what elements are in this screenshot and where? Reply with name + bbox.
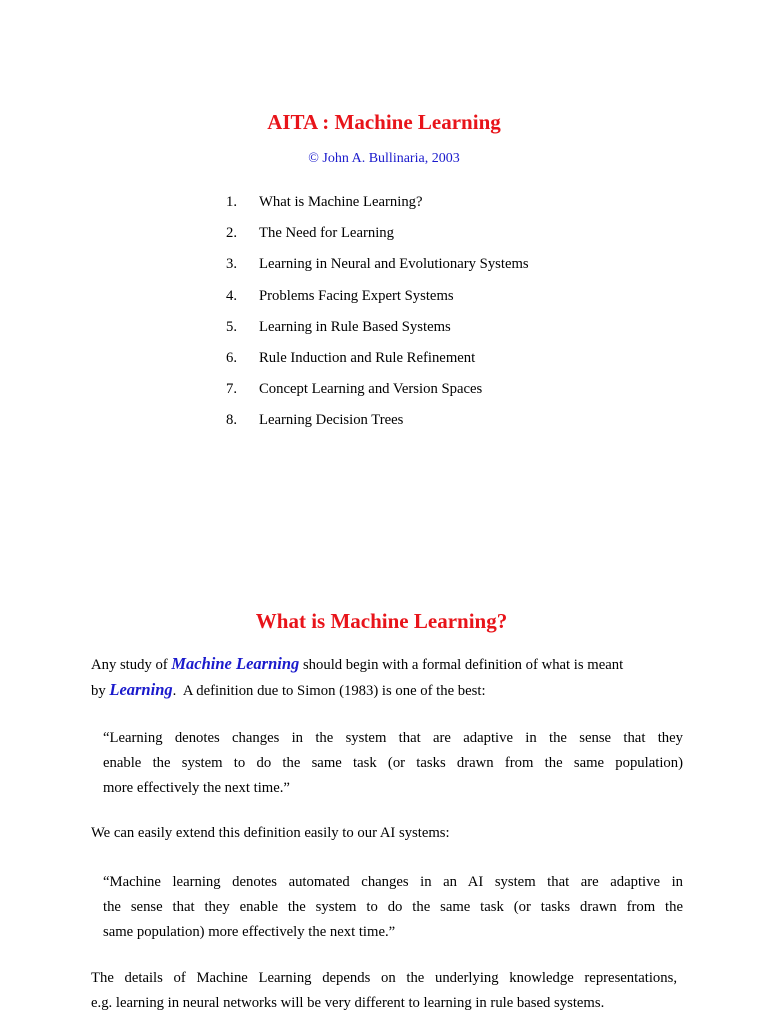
toc-item-number: 1. (226, 194, 238, 210)
toc-item-label: What is Machine Learning? (259, 194, 423, 210)
quote-line: same population) more effectively the next time.” (103, 923, 396, 940)
toc-item-number: 6. (226, 349, 238, 366)
table-of-contents (226, 193, 529, 443)
toc-item-label: Learning in Neural and Evolutionary Systems (259, 256, 529, 273)
toc-item-number: 2. (226, 225, 238, 242)
toc-item-label: Rule Induction and Rule Refinement (259, 349, 476, 366)
toc-item-number: 7. (226, 381, 238, 398)
quote-line: the sense that they enable the system to do the same task (or tasks drawn from the (103, 898, 683, 915)
toc-item-label: Learning Decision Trees (259, 412, 404, 429)
toc-item (226, 411, 529, 442)
toc-item-label: Learning in Rule Based Systems (259, 318, 451, 335)
toc-item-label: Problems Facing Expert Systems (259, 287, 454, 304)
section-heading: What is Machine Learning? (255, 609, 508, 633)
toc-item-number: 5. (226, 318, 238, 335)
simon-definition-quote (103, 726, 683, 800)
toc-item-number: 4. (226, 287, 238, 304)
details-paragraph (91, 966, 677, 1016)
toc-item (226, 193, 529, 224)
quote-line: “Machine learning denotes automated changes in an AI system that are adaptive in (103, 874, 683, 890)
machine-learning-term: Machine Learning (171, 654, 300, 673)
extend-paragraph: We can easily extend this definition easily to our AI systems: (91, 825, 450, 841)
document-title: AITA : Machine Learning (267, 110, 501, 134)
ai-definition-quote (103, 870, 683, 944)
quote-line: enable the system to do the same task (or tasks drawn from the same population) (103, 754, 683, 771)
toc-item (226, 380, 529, 411)
details-line: The details of Machine Learning depends on the underlying knowledge representations, (91, 970, 677, 986)
toc-item-label: The Need for Learning (259, 225, 394, 242)
toc-item (226, 287, 529, 318)
quote-line: more effectively the next time.” (103, 779, 290, 796)
toc-item-label: Concept Learning and Version Spaces (259, 381, 483, 398)
intro-paragraph (91, 652, 691, 704)
details-line: e.g. learning in neural networks will be very different to learning in rule based systems. (91, 994, 605, 1011)
intro-text: . A definition due to Simon (1983) is one of the best: (172, 682, 486, 699)
toc-item (226, 224, 529, 255)
intro-line-1 (91, 652, 691, 678)
quote-line: “Learning denotes changes in the system that are adaptive in the sense that they (103, 730, 683, 746)
copyright-notice: © John A. Bullinaria, 2003 (308, 151, 460, 166)
learning-term: Learning (109, 679, 173, 699)
toc-item (226, 255, 529, 286)
intro-text: Any study of (91, 657, 172, 673)
intro-text: by (91, 682, 110, 699)
toc-item (226, 318, 529, 349)
intro-text: should begin with a formal definition of what is meant (299, 657, 624, 673)
toc-item-number: 3. (226, 256, 238, 273)
intro-line-2 (91, 678, 691, 704)
toc-item (226, 349, 529, 380)
toc-item-number: 8. (226, 412, 238, 429)
